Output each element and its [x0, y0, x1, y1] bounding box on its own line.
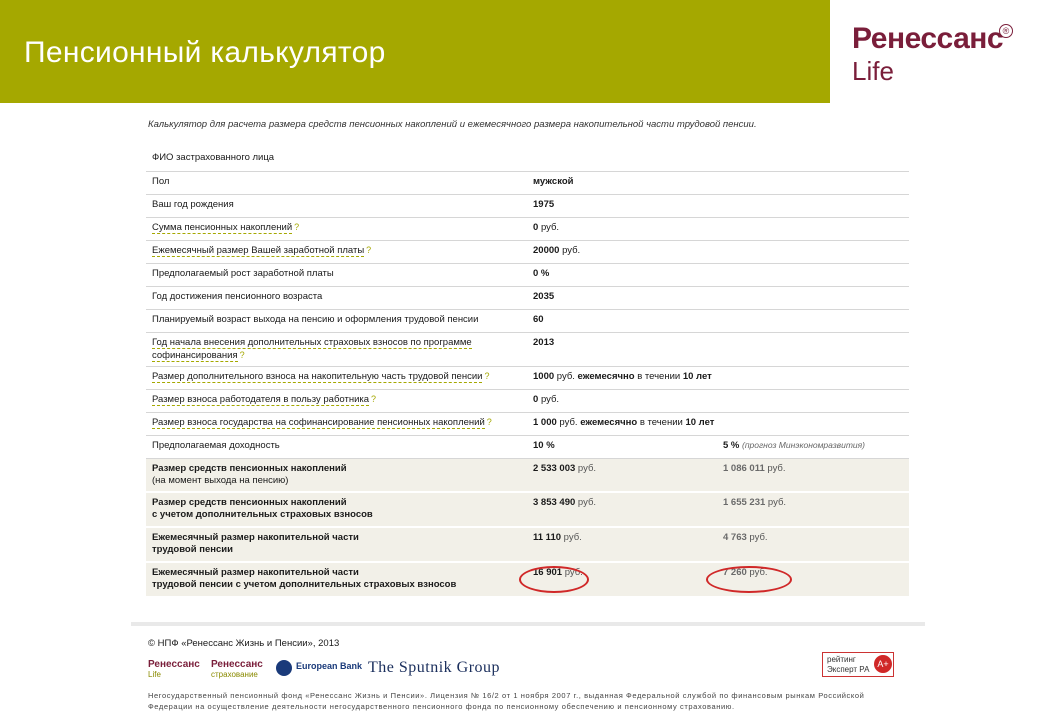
- brand-sub: Life: [852, 56, 894, 86]
- row-savings: [146, 217, 909, 240]
- result-label-sub: с учетом дополнительных страховых взносов: [152, 509, 373, 520]
- row-label: Год достижения пенсионного возраста: [152, 290, 323, 302]
- birth-year-input[interactable]: 1975: [533, 198, 555, 210]
- legal-notice: Негосударственный пенсионный фонд «Ренессанс Жизнь и Пенсии». Лицензия № 16/2 от 1 ноября 2007 г., выданная Федеральной службой по финансовым рынкам Российской Федерации на осуществление деятельности негосударственного пенсионного фонда по пенсионному обеспечению и пенсионному страхованию.: [148, 691, 865, 711]
- row-yield: [146, 435, 909, 458]
- row-label: ФИО застрахованного лица: [152, 152, 275, 163]
- result-row-savings: Размер средств пенсионных накоплений (на момент выхода на пенсию) 2 533 003 руб. 1 086 011 руб.: [146, 458, 909, 492]
- brand-logo: [830, 0, 1040, 103]
- row-label: Ежемесячный размер Вашей заработной платы: [152, 244, 365, 256]
- footer-divider: [131, 622, 925, 626]
- sputnik-group-logo: The Sputnik Group: [368, 659, 501, 676]
- row-label: Год начала внесения дополнительных страховых взносов по программе софинансирования: [152, 336, 472, 361]
- row-label: Пол: [152, 175, 170, 187]
- row-label: Сумма пенсионных накоплений: [152, 221, 293, 233]
- row-employer-contribution: Размер взноса работодателя в пользу работника ? 0 руб.: [146, 389, 909, 412]
- row-cofinancing-start: [146, 332, 909, 366]
- result-alt-value: 1 655 231: [723, 497, 766, 508]
- row-retirement-age: [146, 309, 909, 332]
- result-label-sub: трудовой пенсии: [152, 544, 233, 555]
- result-label-sub: трудовой пенсии с учетом дополнительных страховых взносов: [152, 579, 457, 590]
- result-label: Размер средств пенсионных накоплений: [152, 462, 347, 474]
- cofinancing-year-input[interactable]: 2013: [533, 336, 555, 348]
- forecast-note: (прогноз Минэкономразвития): [742, 439, 865, 450]
- yield-input[interactable]: 10 %: [533, 439, 555, 451]
- result-label: Ежемесячный размер накопительной части: [152, 532, 359, 543]
- calculator-table: [146, 148, 909, 598]
- highlight-circle: [519, 566, 589, 593]
- registered-icon: ®: [999, 24, 1013, 38]
- gender-select[interactable]: мужской: [533, 175, 574, 187]
- help-icon[interactable]: ?: [294, 221, 300, 232]
- salary-input[interactable]: 20000: [533, 244, 560, 256]
- unit: руб.: [540, 221, 560, 233]
- state-contribution-value: 1 000: [533, 416, 557, 428]
- help-icon[interactable]: ?: [371, 393, 377, 404]
- retirement-age-input[interactable]: 60: [533, 313, 544, 325]
- help-icon[interactable]: ?: [366, 244, 372, 255]
- row-fio: [146, 148, 909, 171]
- calculator-description: Калькулятор для расчета размера средств пенсионных накоплений и ежемесячного размера накопительной части трудовой пенсии.: [148, 119, 757, 130]
- result-value: 2 533 003: [533, 462, 576, 474]
- help-icon[interactable]: ?: [484, 370, 490, 381]
- result-label-sub: (на момент выхода на пенсию): [152, 474, 289, 486]
- unit: руб.: [562, 244, 581, 256]
- row-salary: [146, 240, 909, 263]
- row-label: Предполагаемая доходность: [152, 439, 280, 451]
- renaissance-insurance-logo: Ренессанс страхование: [211, 659, 263, 679]
- ebrd-icon: [276, 660, 292, 676]
- row-gender: [146, 171, 909, 194]
- result-row-savings-extra: Размер средств пенсионных накоплений с учетом дополнительных страховых взносов 3 853 490 руб. 1 655 231 руб.: [146, 492, 909, 527]
- salary-growth-input[interactable]: 0 %: [533, 267, 550, 279]
- row-label: Планируемый возраст выхода на пенсию и оформления трудовой пенсии: [152, 313, 479, 325]
- partner-logos: [148, 657, 528, 681]
- result-alt-value: 1 086 011: [723, 462, 765, 474]
- result-label: Ежемесячный размер накопительной части: [152, 567, 359, 578]
- result-label: Размер средств пенсионных накоплений: [152, 497, 347, 508]
- savings-input[interactable]: 0: [533, 221, 539, 233]
- row-label: Размер взноса государства на софинансирование пенсионных накоплений: [152, 416, 485, 428]
- result-value: 3 853 490: [533, 497, 576, 508]
- result-alt-value: 4 763: [723, 532, 747, 543]
- fio-input[interactable]: [527, 148, 717, 171]
- row-extra-contribution: Размер дополнительного взноса на накопительную часть трудовой пенсии ? 1000 руб. ежемесячно в течении 10 лет: [146, 366, 909, 389]
- row-salary-growth: [146, 263, 909, 286]
- page-title: Пенсионный калькулятор: [24, 36, 386, 69]
- row-label: Размер взноса работодателя в пользу работника: [152, 393, 370, 405]
- copyright: © НПФ «Ренессанс Жизнь и Пенсии», 2013: [148, 638, 340, 649]
- header-bar: [0, 0, 1040, 103]
- retirement-year-value: 2035: [533, 290, 555, 302]
- highlight-circle: [706, 566, 792, 593]
- yield-forecast: 5 %: [723, 439, 740, 451]
- result-value: 16 901: [533, 567, 563, 578]
- help-icon[interactable]: ?: [239, 349, 245, 360]
- help-icon[interactable]: ?: [486, 416, 492, 427]
- row-state-contribution: Размер взноса государства на софинансирование пенсионных накоплений ? 1 000 руб. ежемесячно в течении 10 лет: [146, 412, 909, 435]
- result-alt-value: 7 260: [723, 567, 747, 578]
- rating-badge: рейтинг Эксперт РА: [822, 652, 894, 677]
- result-row-monthly-extra: Ежемесячный размер накопительной части трудовой пенсии с учетом дополнительных страховых взносов 16 901 руб. 7 260 руб.: [146, 562, 909, 597]
- row-label: Ваш год рождения: [152, 198, 234, 210]
- employer-contribution-input[interactable]: 0: [533, 393, 539, 405]
- row-retirement-year: [146, 286, 909, 309]
- extra-contribution-input[interactable]: 1000: [533, 370, 555, 382]
- row-label: Предполагаемый рост заработной платы: [152, 267, 334, 279]
- row-label: Размер дополнительного взноса на накопительную часть трудовой пенсии: [152, 370, 483, 382]
- brand-name: Ренессанс: [852, 22, 1004, 55]
- rating-seal-icon: A+: [874, 655, 892, 673]
- ebrd-logo: European Bank: [296, 661, 363, 671]
- renaissance-life-logo: Ренессанс Life: [148, 659, 200, 679]
- row-birth-year: [146, 194, 909, 217]
- result-row-monthly: Ежемесячный размер накопительной части трудовой пенсии 11 110 руб. 4 763 руб.: [146, 527, 909, 562]
- result-value: 11 110: [533, 532, 562, 543]
